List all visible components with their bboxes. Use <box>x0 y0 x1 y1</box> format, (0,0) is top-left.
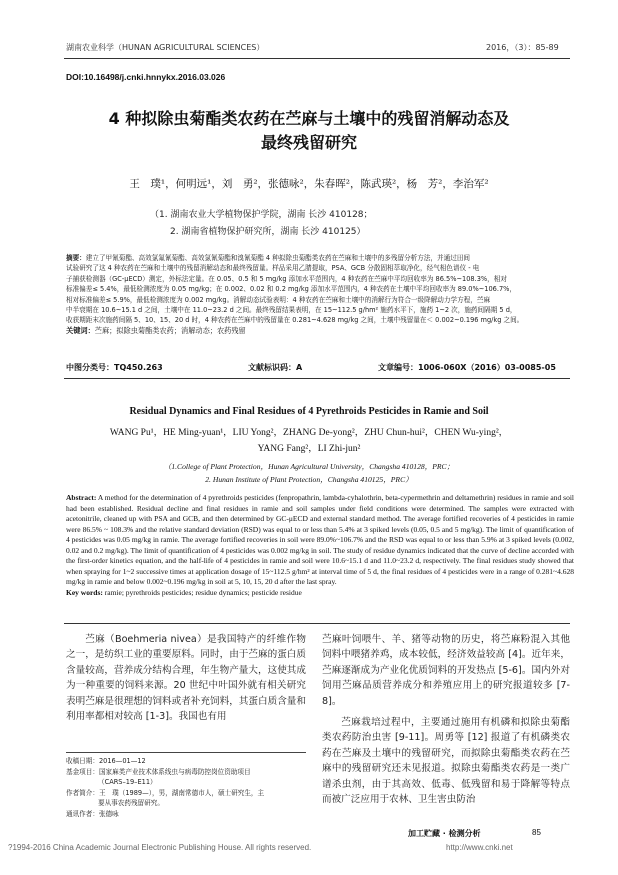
body-right <box>322 632 570 807</box>
abstract-cn-line: 相对标准偏差≤ 5.9%，最低检测浓度为 0.002 mg/kg。消解动态试验表明：4 种农药在苎麻和土壤中的消解行为符合一级降解动力学方程，苎麻 <box>66 295 491 304</box>
title-cn-line2: 最终残留研究 <box>260 133 357 152</box>
abstract-cn-line: 标准偏差≤ 5.4%，最低检测浓度为 0.05 mg/kg；在 0.002、0.02 和 0.2 mg/kg 添加水平范围内，4 种农药在土壤中平均回收率为 89.0%~106.7%， <box>66 285 516 294</box>
authors-en-line2: YANG Fang²，LI Zhi-jun² <box>257 444 361 454</box>
affiliation-cn-2: 2. 湖南省植物保护研究所，湖南 长沙 410125） <box>170 227 366 237</box>
abstract-cn-line: 子捕获检测器（GC-μECD）测定，外标法定量。在 0.05、0.5 和 5 mg/kg 添加水平范围内，4 种农药在苎麻中平均回收率为 86.5%~108.3%，相对 <box>66 274 507 283</box>
abstract-cn-line: 摘要：建立了甲氰菊酯、高效氯氟氰菊酯、高效氯氰菊酯和溴氰菊酯 4 种拟除虫菊酯类农药在苎麻和土壤中的多残留分析方法，并通过田间 <box>66 254 471 262</box>
authors-en-line1: WANG Pu¹，HE Ming-yuan¹，LIU Yong²，ZHANG De-yong²，ZHU Chun-hui²，CHEN Wu-ying²， <box>109 428 509 438</box>
received-date: 收稿日期：2016—01—12 <box>66 757 146 765</box>
page-number: 85 <box>532 828 541 837</box>
footnote <box>66 756 310 819</box>
abstract-en-label: Abstract: <box>66 493 97 502</box>
article-number: 文章编号：1006-060X（2016）03-0085-05 <box>378 363 556 372</box>
title-en: Residual Dynamics and Final Residues of 4 Pyrethroids Pesticides in Ramie and Soil <box>129 406 489 417</box>
abstract-cn <box>66 253 578 336</box>
abstract-en <box>66 493 574 598</box>
footnote-rule <box>66 752 306 753</box>
author-bio: 要从事农药残留研究。 <box>98 799 164 807</box>
abstract-en-text: A method for the determination of 4 pyrethroids pesticides (fenpropathrin, lambda-cyhalothrin, beta-cypermethrin and deltamethrin) residues in ramie and soil had been established. Residual decline and final residues in ramie and soil samples under field conditions were determined. The samples were extracted with acetonitrile, cleaned up with PSA and GCB, and then determined by GC-μECD and external standard method. The average fortified recoveries of 4 pesticides in ramie were 86.5% ~ 108.3% and the relative standard deviation (RSD) was equal to or less than 5.4% at 3 spiked levels (0.05, 0.5 and 5 mg/kg). The limit of quantification of 4 pesticides was 0.05 mg/kg in ramie. The average fortified recoveries in soil were 89.0%~106.7% and the RSD was equal to or less than 5.9% at 3 spiked levels (0.002, 0.02 and 0.2 mg/kg). The limit of quantification of 4 pesticides was 0.002 mg/kg in soil. The study of residue dynamics indicated that the curve of decline accorded with the first-order kinetics equation, and the half-life of 4 pesticides in ramie and soil were 10.6~15.1 d and 11.0~23.2 d, respectively. The final residues study showed that when spraying for 1~2 successive times at application dosage of 15~112.5 g/hm² at interval time of 5 d, the final residues of 4 pesticides were in a range of 0.281~4.628 mg/kg in ramie and below 0.002~0.196 mg/kg in soil at 5, 10, 15, 20 d after the last spray. <box>66 493 574 586</box>
affiliation-en-1: （1.College of Plant Protection，Hunan Agricultural University，Changsha 410128，PRC； <box>163 462 455 471</box>
authors-cn: 王 璞¹，何明远¹，刘 勇²，张德咏²，朱春晖²，陈武瑛²，杨 芳²，李治军² <box>129 178 489 190</box>
abstract-cn-line: 试验研究了这 4 种农药在苎麻和土壤中的残留消解动态和最终残留量。样品采用乙腈提取，PSA、GCB 分散固相萃取净化，经气相色谱仪 - 电 <box>66 264 480 273</box>
abstract-cn-line: 中半衰期在 10.6~15.1 d 之间，土壤中在 11.0~23.2 d 之间。最终残留结果表明，在 15~112.5 g/hm² 施药水平下，施药 1~2 次，施药间隔期 5 d， <box>66 306 517 315</box>
corresponding-author: 通讯作者：张德咏 <box>66 809 119 818</box>
body-right-paragraph: 苎麻栽培过程中，主要通过施用有机磷和拟除虫菊酯类农药防治虫害 [9-11]。周勇等 [12] 报道了有机磷类农药在苎麻及土壤中的残留研究，而拟除虫菊酯类农药在苎麻中的残留研究还未见报道。拟除虫菊酯类农药是一类广谱杀虫剂，由于其高效、低毒、低残留和易于降解等特点而被广泛应用于农林、卫生害虫防治 <box>322 717 570 806</box>
header-rule <box>64 58 570 59</box>
abstract-cn-label: 摘要： <box>66 254 86 262</box>
abstract-rule <box>64 623 570 624</box>
body-left-paragraph: 苎麻（Boehmeria nivea）是我国特产的纤维作物之一，是纺织工业的重要原料。同时，由于苎麻的蛋白质含量较高，营养成分结构合理，年生物产量大，这使其成为一种重要的饲料来源。20 世纪中叶国外就有相关研究表明苎麻是很理想的饲料或者补充饲料，其蛋白质含量和利用率都相对较高 [1-3]。我国也有用 <box>66 634 306 723</box>
keywords-en: Key words: ramie; pyrethroids pesticides; residue dynamics; pesticide residue <box>66 587 302 597</box>
copyright-notice: ?1994-2016 China Academic Journal Electronic Publishing House. All rights reserved. <box>8 843 312 852</box>
document-code: 文献标识码：A <box>248 363 303 372</box>
cnki-url[interactable]: http://www.cnki.net <box>446 843 513 852</box>
classification-rule <box>64 378 570 379</box>
issue-header: 2016，（3）：85-89 <box>486 43 559 52</box>
author-bio: 作者简介：王 璞（1989—），男，湖南常德市人，硕士研究生，主 <box>66 788 265 797</box>
title-cn-line1: 4 种拟除虫菊酯类农药在苎麻与土壤中的残留消解动态及 <box>108 109 510 128</box>
affiliation-en-2: 2. Hunan Institute of Plant Protection，Changsha 410125，PRC） <box>205 475 413 484</box>
page-section-label: 加工贮藏 · 检测分析 <box>408 829 481 838</box>
body-right-paragraph: 苎麻叶饲喂牛、羊、猪等动物的历史，将苎麻粉混入其他饲料中喂猪养鸡，成本较低，经济效益较高 [4]。近年来，苎麻逐渐成为产业化优质饲料的开发热点 [5-6]。国内外对饲用苎麻品质营养成分和养殖应用上的研究报道较多 [7-8]。 <box>322 634 570 707</box>
journal-header: 湖南农业科学（HUNAN AGRICULTURAL SCIENCES） <box>66 43 265 52</box>
keywords-cn: 关键词：苎麻；拟除虫菊酯类农药；消解动态；农药残留 <box>66 325 246 335</box>
doi: DOI:10.16498/j.cnki.hnnykx.2016.03.026 <box>66 72 226 82</box>
affiliation-cn-1: （1. 湖南农业大学植物保护学院，湖南 长沙 410128； <box>150 210 373 220</box>
fund-line: 基金项目：国家麻类产业技术体系线虫与病毒防控岗位资助项目 <box>66 767 251 776</box>
abstract-cn-line: 收获期距末次施药间隔 5、10、15、20 d 时，4 种农药在苎麻中的残留量在 0.281~4.628 mg/kg 之间，土壤中残留量在＜ 0.002~0.196 mg/kg 之间。 <box>66 316 524 325</box>
fund-line: （CARS–19–E11） <box>98 778 157 786</box>
clc-number: 中图分类号：TQ450.263 <box>66 363 163 372</box>
